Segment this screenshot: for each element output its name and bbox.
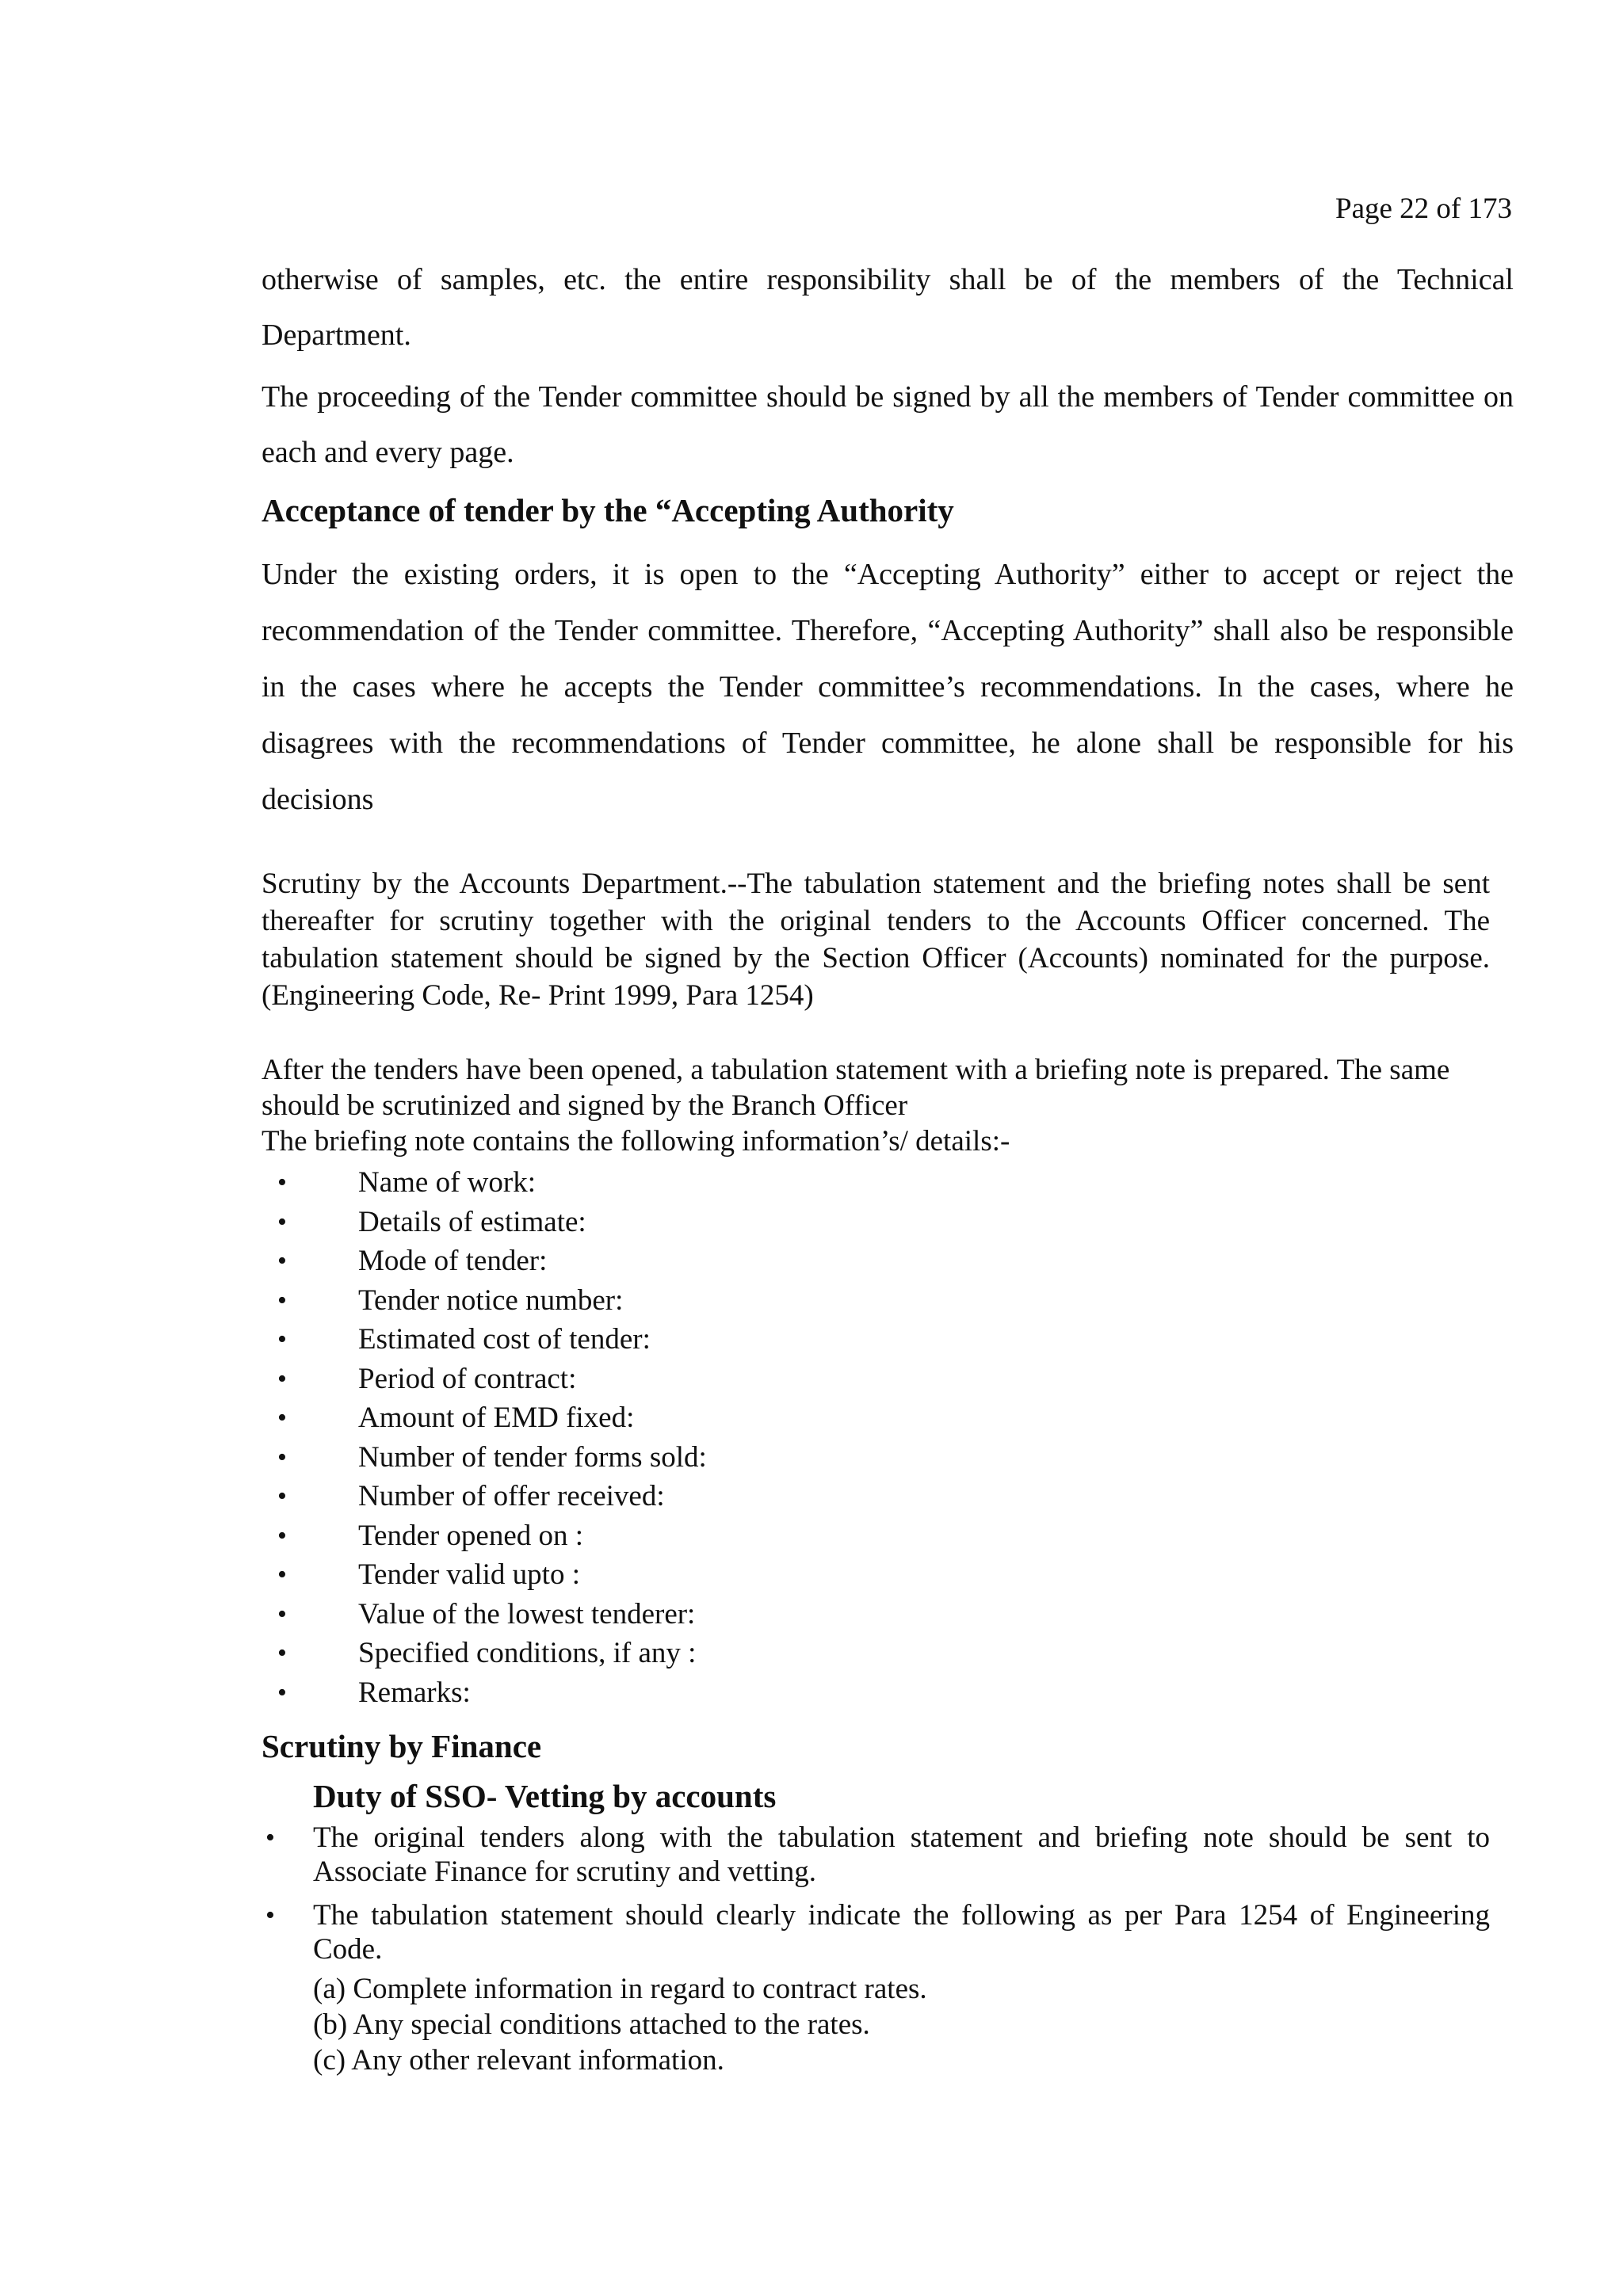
list-item: • Estimated cost of tender: bbox=[262, 1320, 707, 1360]
intro-paragraph-1: otherwise of samples, etc. the entire responsibility shall be of the members of the Technical Department. bbox=[262, 263, 1514, 352]
list-item: • Mode of tender: bbox=[262, 1241, 707, 1281]
subitem-b: (b) Any special conditions attached to the rates. bbox=[313, 2008, 870, 2041]
scrutiny-accounts-section bbox=[262, 865, 1490, 1014]
subitem-a: (a) Complete information in regard to contract rates. bbox=[313, 1973, 927, 2005]
acceptance-heading: Acceptance of tender by the “Accepting Authority bbox=[262, 492, 954, 528]
list-item: • The original tenders along with the tabulation statement and briefing note should be sent to Associate Finance for scrutiny and vetting. bbox=[262, 1821, 1490, 1889]
list-item: • Tender opened on : bbox=[262, 1516, 707, 1556]
acceptance-paragraph: Under the existing orders, it is open to the “Accepting Authority” either to accept or reject the recommendation of the Tender committee. Therefore, “Accepting Authority” shall also be responsible in the cases where he accepts the Tender committee’s recommendations. In the cases, where he disagrees with the recommendations of Tender committee, he alone shall be responsible for his decisions bbox=[262, 558, 1514, 816]
list-item: • Name of work: bbox=[262, 1163, 707, 1203]
list-item: • Number of offer received: bbox=[262, 1477, 707, 1516]
list-item: • The tabulation statement should clearly indicate the following as per Para 1254 of Engineering Code. bbox=[262, 1898, 1490, 1966]
briefing-list-lead: The briefing note contains the following information’s/ details:- bbox=[262, 1125, 1010, 1158]
list-item: • Specified conditions, if any : bbox=[262, 1634, 707, 1673]
list-item: • Details of estimate: bbox=[262, 1203, 707, 1242]
intro-section bbox=[262, 252, 1514, 486]
finance-bullet-list bbox=[262, 1821, 1490, 1976]
finance-subheading: Duty of SSO- Vetting by accounts bbox=[313, 1778, 777, 1814]
list-item: • Value of the lowest tenderer: bbox=[262, 1595, 707, 1634]
list-item: • Remarks: bbox=[262, 1673, 707, 1713]
list-item: • Tender valid upto : bbox=[262, 1555, 707, 1595]
acceptance-section bbox=[262, 547, 1514, 828]
briefing-intro: After the tenders have been opened, a tabulation statement with a briefing note is prepared. The same should be scrutinized and signed by the Branch Officer bbox=[262, 1054, 1450, 1122]
briefing-section bbox=[262, 1052, 1490, 1159]
page-number: Page 22 of 173 bbox=[1335, 193, 1512, 225]
list-item: • Amount of EMD fixed: bbox=[262, 1398, 707, 1438]
list-item: • Number of tender forms sold: bbox=[262, 1438, 707, 1478]
scrutiny-accounts-paragraph: Scrutiny by the Accounts Department.--The tabulation statement and the briefing notes shall be sent thereafter for scrutiny together with the original tenders to the Accounts Officer concerned. The tabulation statement should be signed by the Section Officer (Accounts) nominated for the purpose. (Engineering Code, Re- Print 1999, Para 1254) bbox=[262, 868, 1490, 1012]
intro-paragraph-2: The proceeding of the Tender committee should be signed by all the members of Tender committee on each and every page. bbox=[262, 380, 1514, 469]
finance-heading: Scrutiny by Finance bbox=[262, 1728, 542, 1764]
subitem-c: (c) Any other relevant information. bbox=[313, 2044, 724, 2077]
finance-subitems bbox=[313, 1971, 927, 2078]
briefing-details-list bbox=[262, 1163, 707, 1712]
list-item: • Tender notice number: bbox=[262, 1281, 707, 1321]
list-item: • Period of contract: bbox=[262, 1360, 707, 1399]
